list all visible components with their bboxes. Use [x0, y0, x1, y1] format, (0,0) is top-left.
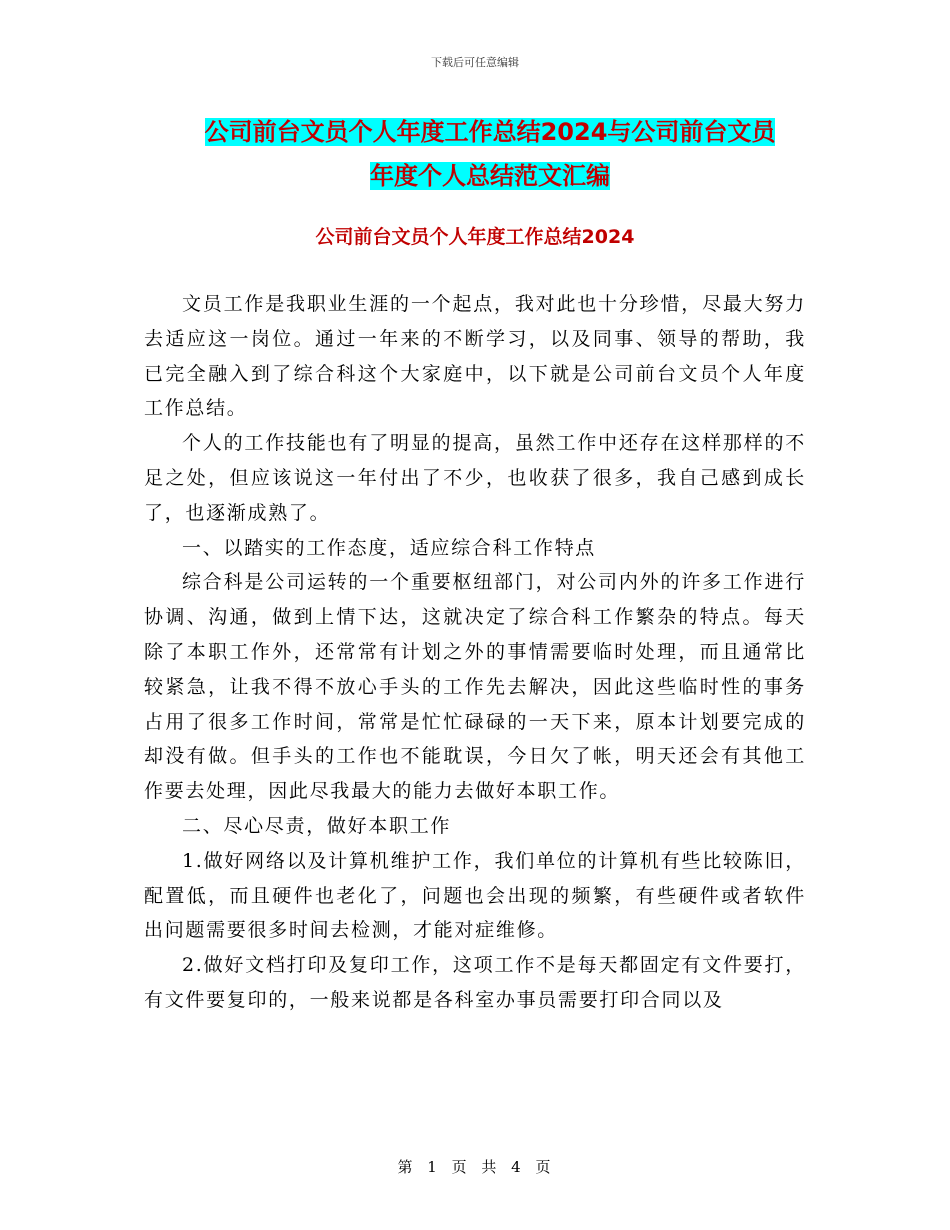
document-title-line-1: 公司前台文员个人年度工作总结2024与公司前台文员 [204, 118, 776, 146]
paragraph-intro: 文员工作是我职业生涯的一个起点，我对此也十分珍惜，尽最大努力去适应这一岗位。通过一年来的不断学习，以及同事、领导的帮助，我已完全融入到了综合科这个大家庭中，以下就是公司前台文员个人年度工作总结。 [144, 293, 806, 420]
header-note: 下载后可任意编辑 [431, 56, 519, 69]
section-title: 公司前台文员个人年度工作总结2024 [315, 226, 635, 248]
page-number: 第 1 页 共 4 页 [397, 1158, 553, 1176]
paragraph-item-1: 1.做好网络以及计算机维护工作，我们单位的计算机有些比较陈旧，配置低，而且硬件也老化了，问题也会出现的频繁，有些硬件或者软件出问题需要很多时间去检测，才能对症维修。 [144, 849, 806, 942]
document-title-line-2: 年度个人总结范文汇编 [370, 162, 610, 190]
document-body [144, 287, 806, 1018]
heading-two: 二、尽心尽责，做好本职工作 [182, 814, 452, 837]
paragraph-item-2: 2.做好文档打印及复印工作，这项工作不是每天都固定有文件要打，有文件要复印的，一般来说都是各科室办事员需要打印合同以及 [144, 954, 806, 1011]
paragraph-skills: 个人的工作技能也有了明显的提高，虽然工作中还存在这样那样的不足之处，但应该说这一年付出了不少，也收获了很多，我自己感到成长了，也逐渐成熟了。 [144, 432, 806, 524]
paragraph-department: 综合科是公司运转的一个重要枢纽部门，对公司内外的许多工作进行协调、沟通，做到上情下达，这就决定了综合科工作繁杂的特点。每天除了本职工作外，还常常有计划之外的事情需要临时处理，而且通常比较紧急，让我不得不放心手头的工作先去解决，因此这些临时性的事务占用了很多工作时间，常常是忙忙碌碌的一天下来，原本计划要完成的却没有做。但手头的工作也不能耽误，今日欠了帐，明天还会有其他工作要去处理，因此尽我最大的能力去做好本职工作。 [144, 571, 806, 803]
heading-one: 一、以踏实的工作态度，适应综合科工作特点 [182, 536, 597, 559]
document-title [140, 110, 840, 198]
